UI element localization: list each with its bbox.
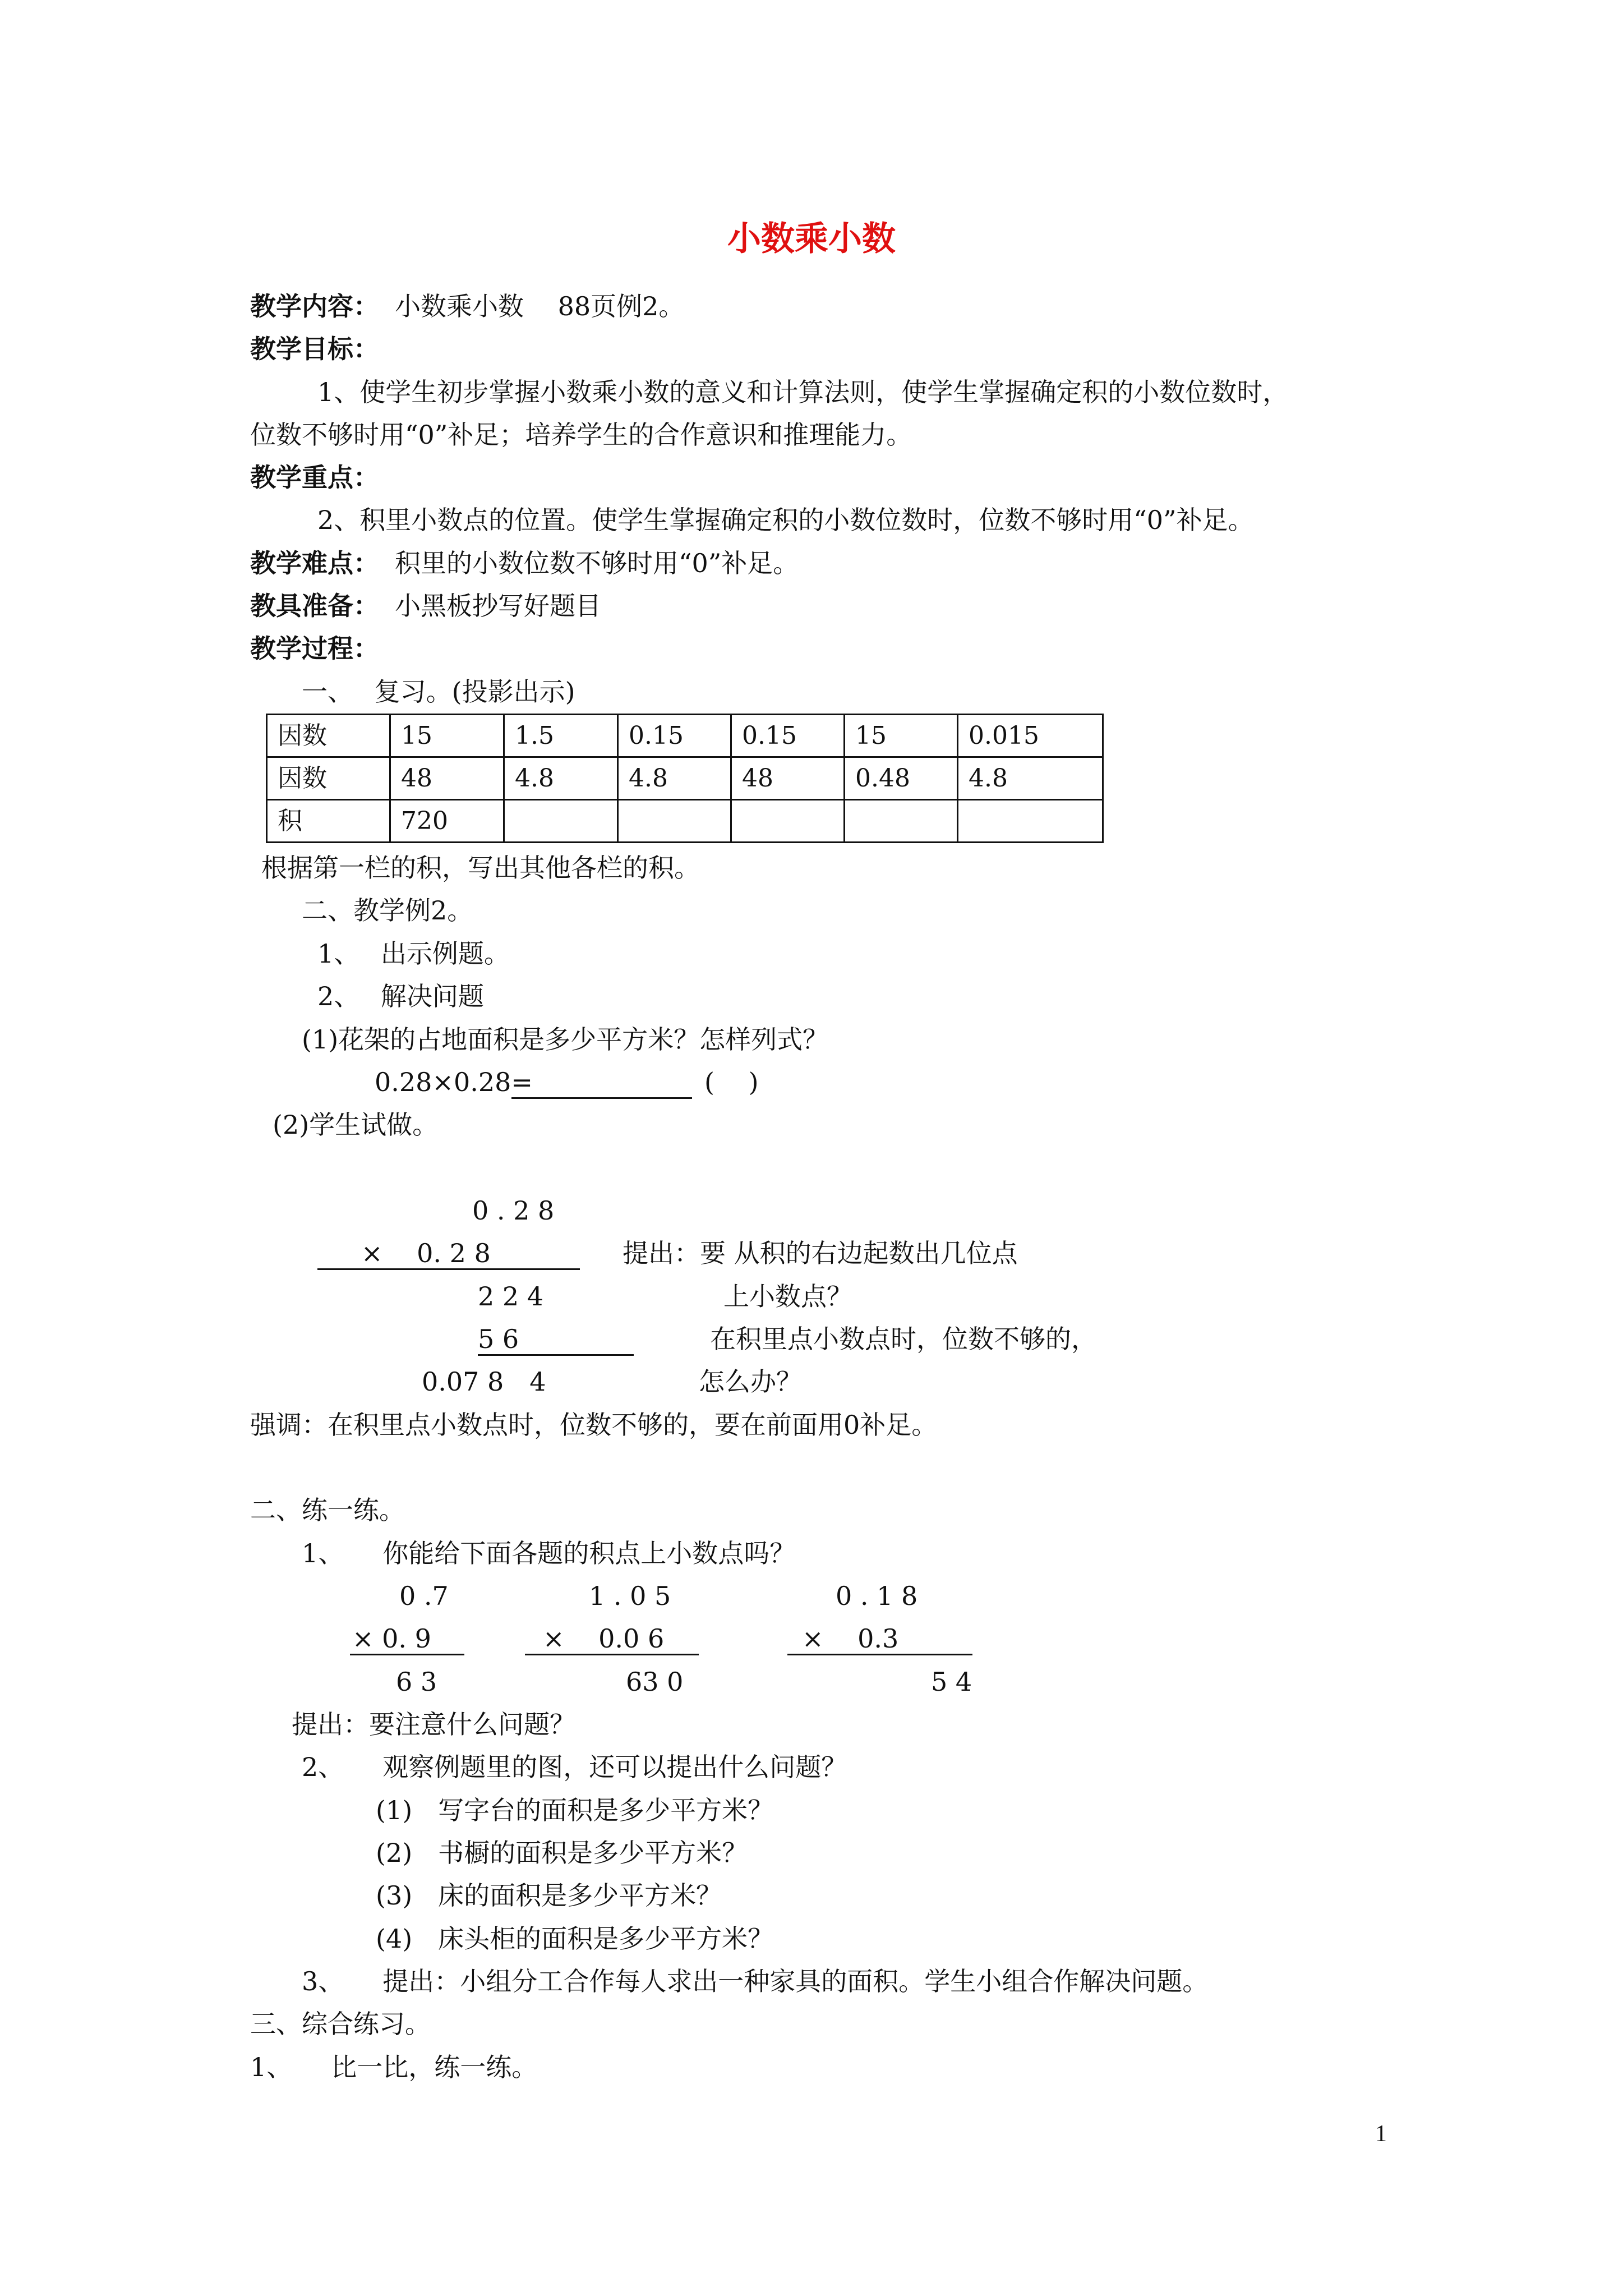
practice-heading: 二、练一练。 — [250, 1495, 405, 1525]
calc-partial-1: 2 2 4 — [478, 1281, 544, 1312]
problem-c-multiplier: × 0.3 — [802, 1623, 899, 1654]
table-cell: 1.5 — [504, 715, 618, 757]
table-cell: 4.8 — [958, 757, 1103, 800]
problem-b-multiplier: × 0.0 6 — [543, 1623, 665, 1654]
table-cell: 因数 — [267, 757, 390, 800]
problem-a-line — [350, 1654, 464, 1655]
problem-c-result: 5 4 — [931, 1667, 972, 1697]
prompt-line-3: 在积里点小数点时，位数不够的， — [710, 1324, 1097, 1354]
table-cell: 0.15 — [618, 715, 731, 757]
content-text: 小数乘小数 88页例2。 — [395, 291, 685, 321]
problem-c-line — [787, 1654, 972, 1655]
table-cell — [731, 800, 845, 843]
prep-text: 小黑板抄写好题目 — [395, 591, 601, 621]
calc-line-2 — [478, 1354, 634, 1356]
goal-line-1: 1、使学生初步掌握小数乘小数的意义和计算法则，使学生掌握确定积的小数位数时， — [317, 377, 1289, 407]
problem-a-multiplicand: 0 .7 — [399, 1581, 449, 1611]
difficulty-label: 教学难点： — [250, 548, 379, 578]
prompt-line-4: 怎么办？ — [699, 1366, 802, 1397]
page-number: 1 — [1375, 2121, 1387, 2147]
sub-question-4: (4) 床头柜的面积是多少平方米？ — [376, 1924, 774, 1954]
table-cell: 720 — [390, 800, 504, 843]
table-cell: 0.48 — [845, 757, 958, 800]
comprehensive-item-1: 1、 比一比，练一练。 — [250, 2052, 538, 2082]
practice-item-1: 1、 你能给下面各题的积点上小数点吗？ — [302, 1538, 796, 1568]
calc-multiplicand: 0 . 2 8 — [472, 1195, 555, 1226]
table-cell: 积 — [267, 800, 390, 843]
table-cell: 48 — [390, 757, 504, 800]
example-question-1: (1)花架的占地面积是多少平方米？怎样列式？ — [302, 1024, 829, 1055]
table-cell: 15 — [845, 715, 958, 757]
problem-a-result: 6 3 — [396, 1667, 437, 1697]
example-expression: 0.28×0.28= — [375, 1067, 533, 1097]
prep-label: 教具准备： — [250, 591, 379, 621]
table-cell — [958, 800, 1103, 843]
example-question-2: (2)学生试做。 — [273, 1110, 439, 1140]
practice-ask: 提出：要注意什么问题？ — [292, 1709, 575, 1740]
table-cell: 0.15 — [731, 715, 845, 757]
answer-blank-line — [511, 1097, 692, 1099]
problem-b-result: 63 0 — [626, 1667, 684, 1697]
calc-product: 0.07 8 4 — [422, 1366, 546, 1397]
process-label: 教学过程： — [250, 633, 379, 664]
review-table — [266, 714, 1104, 843]
page-title: 小数乘小数 — [727, 219, 896, 259]
example-step-1: 1、 出示例题。 — [317, 938, 510, 969]
table-row — [267, 757, 1103, 800]
table-cell: 因数 — [267, 715, 390, 757]
sub-question-3: (3) 床的面积是多少平方米？ — [376, 1880, 722, 1911]
difficulty-text: 积里的小数位数不够时用“0”补足。 — [395, 548, 799, 578]
table-cell — [618, 800, 731, 843]
review-note: 根据第一栏的积，写出其他各栏的积。 — [261, 853, 700, 883]
example-heading: 二、教学例2。 — [302, 895, 473, 926]
table-cell: 4.8 — [504, 757, 618, 800]
calc-multiplier: × 0. 2 8 — [361, 1238, 491, 1268]
problem-b-multiplicand: 1 . 0 5 — [589, 1581, 671, 1611]
practice-item-2: 2、 观察例题里的图，还可以提出什么问题？ — [302, 1752, 847, 1782]
review-heading: 一、 复习。(投影出示) — [302, 677, 575, 707]
calc-partial-2: 5 6 — [478, 1324, 519, 1354]
problem-a-multiplier: × 0. 9 — [352, 1623, 431, 1654]
sub-question-2: (2) 书橱的面积是多少平方米？ — [376, 1838, 748, 1868]
calc-line-1 — [317, 1268, 580, 1270]
prompt-line-2: 上小数点？ — [723, 1281, 852, 1312]
table-row — [267, 715, 1103, 757]
table-cell — [504, 800, 618, 843]
answer-unit-paren: ( ) — [704, 1067, 759, 1097]
comprehensive-heading: 三、综合练习。 — [250, 2009, 431, 2039]
goal-line-2: 位数不够时用“0”补足；培养学生的合作意识和推理能力。 — [250, 420, 912, 450]
emphasis-text: 强调：在积里点小数点时，位数不够的，要在前面用0补足。 — [250, 1410, 938, 1440]
practice-item-3: 3、 提出：小组分工合作每人求出一种家具的面积。学生小组合作解决问题。 — [302, 1966, 1209, 1996]
table-cell: 15 — [390, 715, 504, 757]
key-text: 2、积里小数点的位置。使学生掌握确定积的小数位数时，位数不够时用“0”补足。 — [317, 505, 1254, 535]
problem-b-line — [525, 1654, 699, 1655]
table-row — [267, 800, 1103, 843]
goal-label: 教学目标： — [250, 334, 379, 364]
sub-question-1: (1) 写字台的面积是多少平方米？ — [376, 1795, 774, 1825]
content-label: 教学内容： — [250, 291, 379, 321]
problem-c-multiplicand: 0 . 1 8 — [836, 1581, 918, 1611]
example-step-2: 2、 解决问题 — [317, 981, 484, 1011]
table-cell: 48 — [731, 757, 845, 800]
table-cell — [845, 800, 958, 843]
key-label: 教学重点： — [250, 462, 379, 493]
prompt-line-1: 提出：要 从积的右边起数出几位点 — [623, 1238, 1018, 1268]
table-cell: 4.8 — [618, 757, 731, 800]
table-cell: 0.015 — [958, 715, 1103, 757]
